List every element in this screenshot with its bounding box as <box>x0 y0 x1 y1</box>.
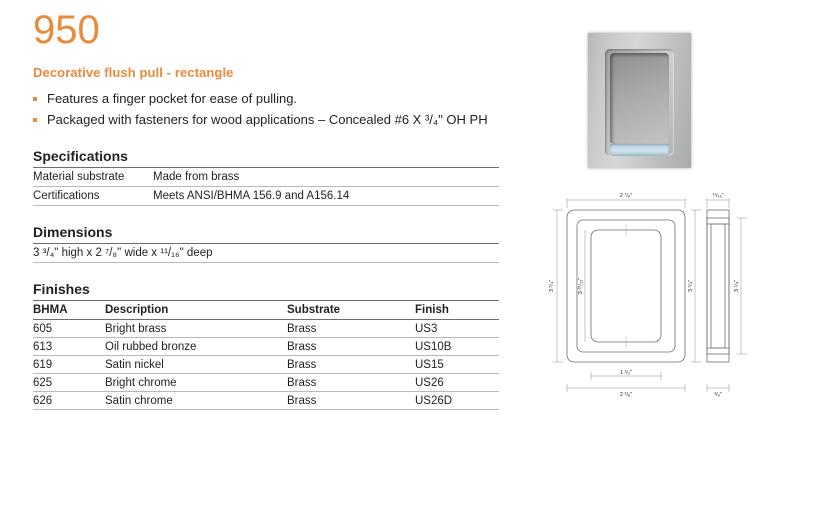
side-view-lines <box>707 224 729 348</box>
column-header-substrate: Substrate <box>287 301 415 320</box>
column-header-bhma: BHMA <box>33 301 105 320</box>
side-view-pocket <box>711 224 725 348</box>
table-row <box>33 168 499 187</box>
table-row <box>33 356 499 374</box>
cell-substrate: Brass <box>287 374 415 392</box>
dim-label-left-height: 3 ³/₄" <box>549 279 555 293</box>
column-header-description: Description <box>105 301 287 320</box>
finishes-table <box>33 300 499 410</box>
cell-finish: US26 <box>415 374 499 392</box>
product-photo <box>588 33 691 168</box>
cell-finish: US10B <box>415 338 499 356</box>
table-row <box>33 392 499 410</box>
spec-label: Material substrate <box>33 168 153 187</box>
cell-description: Satin nickel <box>105 356 287 374</box>
feature-list <box>33 89 533 130</box>
cell-description: Bright brass <box>105 320 287 338</box>
spec-value: Meets ANSI/BHMA 156.9 and A156.14 <box>153 187 499 206</box>
cell-substrate: Brass <box>287 356 415 374</box>
dim-label-side-height-right: 3 ¹/₄" <box>734 279 740 293</box>
cell-finish: US26D <box>415 392 499 410</box>
finishes-heading: Finishes <box>33 281 90 297</box>
specifications-table <box>33 167 499 206</box>
content-column <box>33 0 533 410</box>
drawing-svg <box>545 188 805 398</box>
side-view-outline <box>707 210 729 362</box>
cell-bhma: 605 <box>33 320 105 338</box>
side-view-inner <box>707 218 729 354</box>
cell-substrate: Brass <box>287 392 415 410</box>
center-mark-top <box>620 224 632 236</box>
table-header-row <box>33 301 499 320</box>
cell-bhma: 625 <box>33 374 105 392</box>
specifications-heading: Specifications <box>33 148 128 164</box>
table-row <box>33 320 499 338</box>
pocket-floor <box>610 144 669 156</box>
list-item: Features a finger pocket for ease of pulling. <box>33 89 533 109</box>
dim-label-side-height: 3 ³/₄" <box>688 279 694 293</box>
dim-label-bottom-inner: 1 ¹/₂" <box>619 370 633 376</box>
cell-description: Satin chrome <box>105 392 287 410</box>
dim-label-inner-height: 3 ²⁰/₃₂" <box>578 277 584 295</box>
plate-inner-outline <box>577 220 675 352</box>
dimensions-text: 3 ³/₄" high x 2 ⁷/₈" wide x ¹¹/₁₆" deep <box>33 243 499 263</box>
product-title: Decorative flush pull - rectangle <box>33 65 234 80</box>
spec-value: Made from brass <box>153 168 499 187</box>
cell-finish: US3 <box>415 320 499 338</box>
dim-label-depth-top: ¹¹/₁₆" <box>712 193 724 199</box>
table-row <box>33 338 499 356</box>
table-row <box>33 187 499 206</box>
dim-label-bottom-width: 2 ³/₈" <box>619 392 633 398</box>
cell-substrate: Brass <box>287 338 415 356</box>
cell-finish: US15 <box>415 356 499 374</box>
cell-description: Oil rubbed bronze <box>105 338 287 356</box>
cell-description: Bright chrome <box>105 374 287 392</box>
dimensions-heading: Dimensions <box>33 224 113 240</box>
pocket-outline <box>591 230 661 342</box>
list-item: Packaged with fasteners for wood applications – Concealed #6 X ³/₄" OH PH <box>33 110 533 130</box>
product-number: 950 <box>33 8 100 52</box>
technical-drawing <box>545 188 805 398</box>
spec-label: Certifications <box>33 187 153 206</box>
cell-substrate: Brass <box>287 320 415 338</box>
cell-bhma: 619 <box>33 356 105 374</box>
center-mark-bottom <box>620 336 632 348</box>
table-row <box>33 374 499 392</box>
column-header-finish: Finish <box>415 301 499 320</box>
dim-label-bottom-right: ³/₄" <box>714 392 722 398</box>
cell-bhma: 626 <box>33 392 105 410</box>
dim-label-top-width: 2 ⁷/₈" <box>619 193 633 199</box>
finger-pocket <box>610 53 669 144</box>
cell-bhma: 613 <box>33 338 105 356</box>
